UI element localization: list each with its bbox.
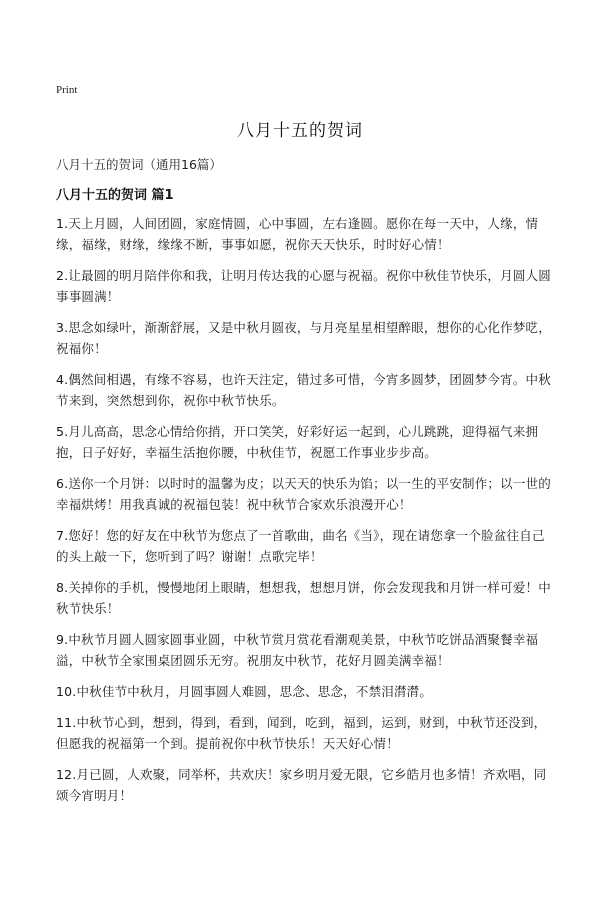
greeting-entry: 12.月已圆，人欢聚，同举杯，共欢庆！家乡明月爱无限，它乡皓月也多情！齐欢唱，同颂今宵明月！: [56, 767, 547, 803]
greeting-entry: 5.月儿高高，思念心情给你捎，开口笑笑，好彩好运一起到，心儿跳跳，迎得福气来拥抱，日子好好，幸福生活抱你腰，中秋佳节，祝愿工作事业步步高。: [56, 424, 539, 460]
print-link[interactable]: Print: [56, 84, 78, 96]
section-heading: 八月十五的贺词 篇1: [56, 188, 174, 203]
document-subtitle: 八月十五的贺词（通用16篇）: [56, 157, 222, 172]
greeting-entry: 7.您好！您的好友在中秋节为您点了一首歌曲，曲名《当》，现在请您拿一个脸盆往自己的头上敲一下，您听到了吗？谢谢！点歌完毕！: [56, 528, 545, 564]
greeting-entry: 8.关掉你的手机，慢慢地闭上眼睛，想想我，想想月饼，你会发现我和月饼一样可爱！中秋节快乐！: [56, 580, 551, 616]
greeting-entry: 2.让最圆的明月陪伴你和我，让明月传达我的心愿与祝福。祝你中秋佳节快乐，月圆人圆事事圆满！: [56, 268, 551, 304]
greeting-list: [56, 213, 556, 816]
greeting-entry: 1.天上月圆，人间团圆，家庭情圆，心中事圆，左右逢圆。愿你在每一天中，人缘，情缘，福缘，财缘，缘缘不断，事事如愿，祝你天天快乐，时时好心情！: [56, 216, 539, 252]
page-title: 八月十五的贺词: [237, 121, 363, 141]
greeting-entry: 3.思念如绿叶，渐渐舒展，又是中秋月圆夜，与月亮星星相望醉眼，想你的心化作梦呓，祝福你！: [56, 320, 551, 356]
greeting-entry: 9.中秋节月圆人圆家圆事业圆，中秋节赏月赏花看潮观美景，中秋节吃饼品酒聚餐幸福溢，中秋节全家围桌团圆乐无穷。祝朋友中秋节，花好月圆美满幸福！: [56, 632, 539, 668]
greeting-entry: 11.中秋节心到，想到，得到，看到，闻到，吃到，福到，运到，财到，中秋节还没到，但愿我的祝福第一个到。提前祝你中秋节快乐！天天好心情！: [56, 715, 547, 751]
greeting-entry: 4.偶然间相遇，有缘不容易，也许天注定，错过多可惜，今宵多圆梦，团圆梦今宵。中秋节来到，突然想到你，祝你中秋节快乐。: [56, 372, 551, 408]
greeting-entry: 6.送你一个月饼：以时时的温馨为皮；以天天的快乐为馅；以一生的平安制作；以一世的幸福烘烤！用我真诚的祝福包装！祝中秋节合家欢乐浪漫开心！: [56, 476, 551, 512]
greeting-entry: 10.中秋佳节中秋月，月圆事圆人难圆，思念、思念，不禁泪潸潸。: [56, 684, 433, 699]
